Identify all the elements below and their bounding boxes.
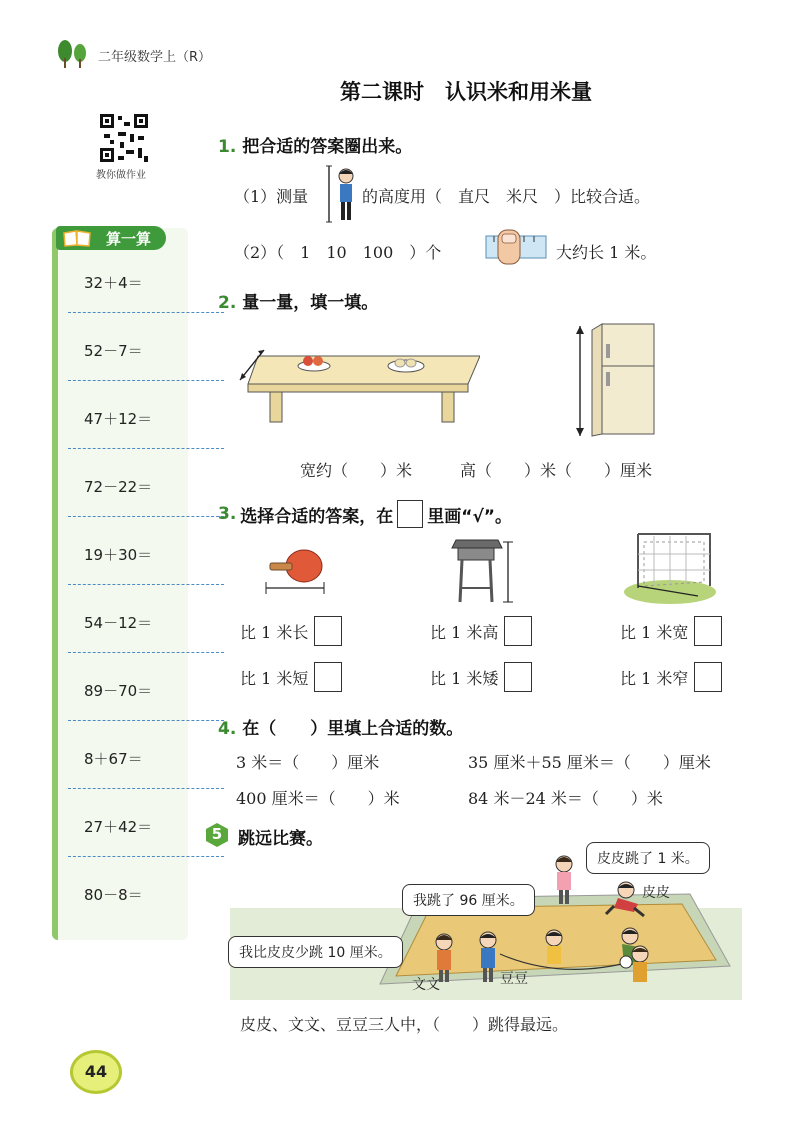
q1-line-1a: （1）测量	[234, 187, 309, 206]
check-box-sample	[397, 500, 423, 528]
exercise-6: 54－12＝	[84, 614, 153, 632]
exercise-5: 19＋30＝	[84, 546, 153, 564]
q5-title: 跳远比赛。	[238, 829, 323, 849]
divider	[68, 312, 224, 313]
fridge-figure	[570, 322, 660, 444]
q1-title-text: 把合适的答案圈出来。	[242, 137, 413, 157]
tree-icon	[56, 40, 92, 74]
book-title: 二年级数学上（R）	[98, 50, 212, 65]
q2-title-text: 量一量，填一填。	[242, 293, 379, 313]
exercise-2: 52－7＝	[84, 342, 143, 360]
desk-figure	[448, 532, 518, 612]
exercise-8: 8＋67＝	[84, 750, 143, 768]
label-pipi: 皮皮	[642, 885, 670, 901]
q1-title	[218, 132, 412, 157]
q2-fill-line: 宽约（ ）米 高（ ）米（ ）厘米	[300, 461, 653, 480]
answer-box[interactable]	[314, 662, 342, 692]
divider	[68, 380, 224, 381]
q4-item-d: 84 米－24 米＝（ ）米	[468, 789, 663, 808]
divider	[68, 788, 224, 789]
calc-tab-label: 算一算	[106, 230, 152, 248]
q3-option-shorter	[240, 662, 342, 692]
divider	[68, 448, 224, 449]
answer-box[interactable]	[504, 616, 532, 646]
table-figure	[236, 340, 480, 428]
divider	[68, 584, 224, 585]
calc-tab	[56, 226, 166, 250]
q3-option-lower	[430, 662, 532, 692]
exercise-4: 72－22＝	[84, 478, 153, 496]
q4-item-a: 3 米＝（ ）厘米	[236, 753, 380, 772]
child-ruler-figure	[326, 164, 360, 230]
q2-number: 2.	[218, 293, 237, 313]
q3-option-narrower	[620, 662, 722, 692]
q1-line-2a: （2）（ 1 10 100 ）个	[234, 243, 442, 262]
sidebar-panel	[52, 228, 188, 940]
q3-title-a: 选择合适的答案，在	[240, 506, 394, 527]
speech-bubble-doudou: 我跳了 96 厘米。	[402, 884, 535, 916]
answer-box[interactable]	[694, 616, 722, 646]
page-number: 44	[70, 1050, 122, 1094]
divider	[68, 652, 224, 653]
q4-item-c: 400 厘米＝（ ）米	[236, 789, 400, 808]
q5-question: 皮皮、文文、豆豆三人中，（ ）跳得最远。	[240, 1015, 569, 1034]
divider	[68, 516, 224, 517]
q4-number: 4.	[218, 719, 237, 739]
exercise-10: 80－8＝	[84, 886, 143, 904]
q2-title	[218, 288, 378, 313]
q1-line-1b: 的高度用（ 直尺 米尺 ）比较合适。	[362, 187, 651, 206]
q4-item-b: 35 厘米＋55 厘米＝（ ）厘米	[468, 753, 711, 772]
q3-option-taller	[430, 616, 532, 646]
paddle-figure	[262, 544, 332, 600]
qr-code[interactable]	[100, 114, 148, 166]
q5-number-badge	[204, 822, 230, 848]
option-label: 比 1 米矮	[430, 668, 499, 688]
answer-box[interactable]	[694, 662, 722, 692]
option-label: 比 1 米短	[240, 668, 309, 688]
divider	[68, 856, 224, 857]
exercise-9: 27＋42＝	[84, 818, 153, 836]
finger-ruler-figure	[484, 228, 548, 272]
q3-title-b: 里画“√”。	[427, 506, 512, 527]
q3-number: 3.	[218, 504, 237, 524]
qr-label: 教你做作业	[96, 170, 146, 181]
option-label: 比 1 米宽	[620, 622, 689, 642]
label-doudou: 豆豆	[500, 971, 528, 987]
answer-box[interactable]	[504, 662, 532, 692]
book-icon	[62, 229, 92, 251]
exercise-3: 47＋12＝	[84, 410, 153, 428]
page-title: 第二课时 认识米和用米量	[340, 80, 592, 104]
q3-option-wider	[620, 616, 722, 646]
divider	[68, 720, 224, 721]
exercise-7: 89－70＝	[84, 682, 153, 700]
q4-title	[218, 714, 463, 739]
speech-bubble-wenwen: 我比皮皮少跳 10 厘米。	[228, 936, 403, 968]
q1-number: 1.	[218, 137, 237, 157]
q5-number: 5	[211, 825, 223, 843]
goal-figure	[624, 530, 720, 610]
q1-line-2b: 大约长 1 米。	[556, 243, 657, 262]
q3-title	[218, 500, 512, 528]
option-label: 比 1 米长	[240, 622, 309, 642]
exercise-1: 32＋4＝	[84, 274, 143, 292]
speech-bubble-pipi: 皮皮跳了 1 米。	[586, 842, 710, 874]
answer-box[interactable]	[314, 616, 342, 646]
option-label: 比 1 米高	[430, 622, 499, 642]
option-label: 比 1 米窄	[620, 668, 689, 688]
q3-option-longer	[240, 616, 342, 646]
label-wenwen: 文文	[412, 977, 440, 993]
q4-title-text: 在（ ）里填上合适的数。	[242, 719, 464, 739]
